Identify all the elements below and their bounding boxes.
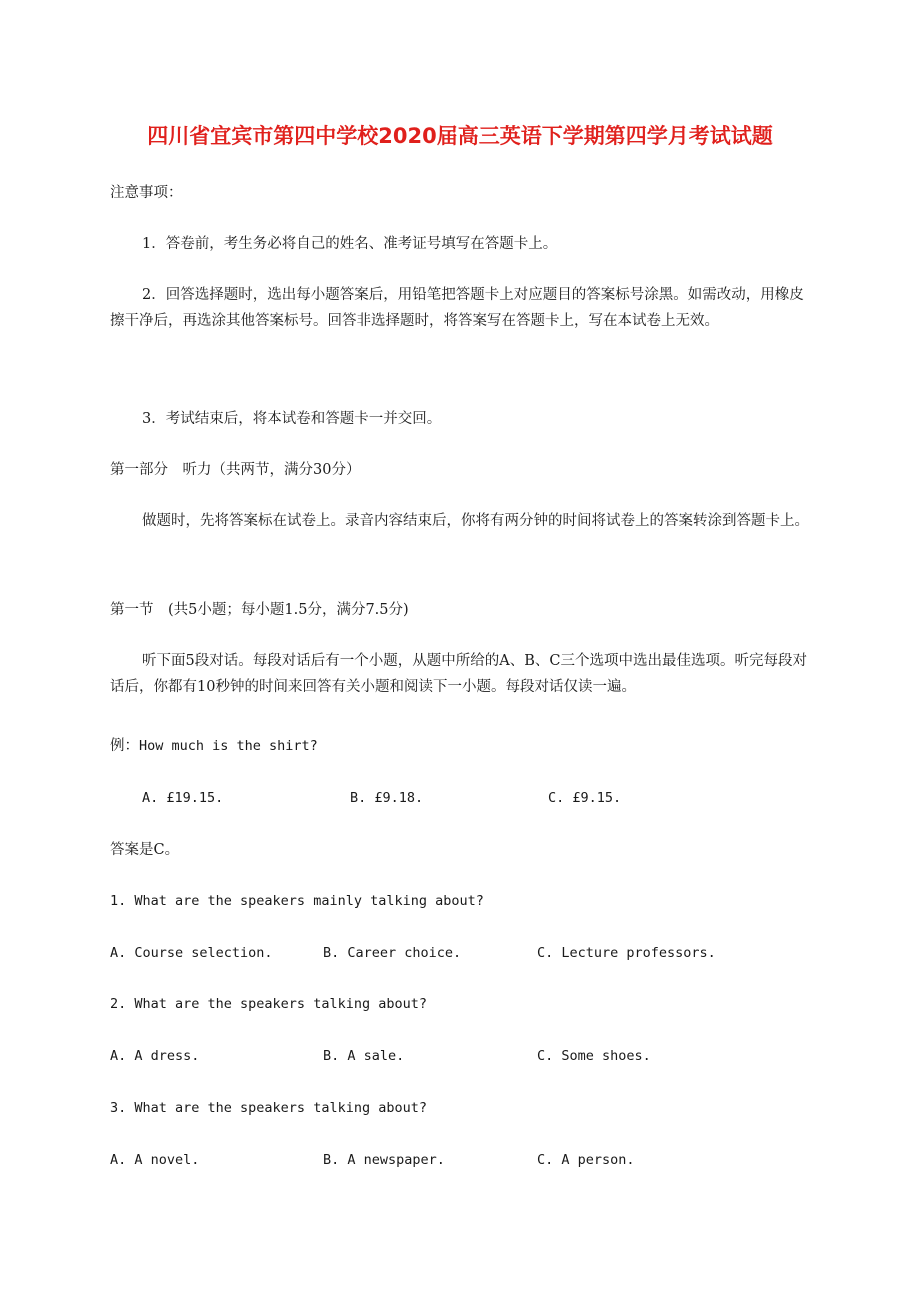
question-2-option-b: B. A sale. xyxy=(323,1048,405,1064)
question-2: 2. What are the speakers talking about? xyxy=(110,996,427,1012)
question-1: 1. What are the speakers mainly talking about? xyxy=(110,893,484,909)
question-2-option-c: C. Some shoes. xyxy=(537,1048,651,1064)
notice-item-3: 3．考试结束后，将本试卷和答题卡一并交回。 xyxy=(142,411,442,427)
example-question-text: How much is the shirt? xyxy=(139,738,318,754)
part1-heading: 第一部分 听力（共两节，满分30分） xyxy=(110,462,361,478)
question-1-option-b: B. Career choice. xyxy=(323,945,462,961)
example-option-c: C. £9.15. xyxy=(548,790,622,806)
question-3-option-b: B. A newspaper. xyxy=(323,1152,445,1168)
question-3-option-a: A. A novel. xyxy=(110,1152,200,1168)
example-question xyxy=(110,736,318,756)
question-1-option-a: A. Course selection. xyxy=(110,945,273,961)
example-answer: 答案是C。 xyxy=(110,842,180,858)
example-option-b: B. £9.18. xyxy=(350,790,424,806)
question-1-option-c: C. Lecture professors. xyxy=(537,945,716,961)
notice-item-1: 1．答卷前，考生务必将自己的姓名、准考证号填写在答题卡上。 xyxy=(142,236,558,252)
example-option-a: A. £19.15. xyxy=(142,790,224,806)
section1-instruction: 听下面5段对话。每段对话后有一个小题，从题中所给的A、B、C三个选项中选出最佳选项。听完每段对话后，你都有10秒钟的时间来回答有关小题和阅读下一小题。每段对话仅读一遍。 xyxy=(110,653,807,695)
notice-heading: 注意事项： xyxy=(110,185,183,201)
notice-item-2: 2．回答选择题时，选出每小题答案后，用铅笔把答题卡上对应题目的答案标号涂黑。如需改动，用橡皮擦干净后，再选涂其他答案标号。回答非选择题时，将答案写在答题卡上，写在本试卷上无效。 xyxy=(110,287,804,329)
page-title: 四川省宜宾市第四中学校2020届高三英语下学期第四学月考试试题 xyxy=(147,124,773,148)
question-2-option-a: A. A dress. xyxy=(110,1048,200,1064)
section1-heading: 第一节 (共5小题；每小题1.5分，满分7.5分) xyxy=(110,602,409,618)
question-3-option-c: C. A person. xyxy=(537,1152,635,1168)
question-3: 3. What are the speakers talking about? xyxy=(110,1100,427,1116)
example-prefix: 例： xyxy=(110,738,139,754)
part1-instruction: 做题时，先将答案标在试卷上。录音内容结束后，你将有两分钟的时间将试卷上的答案转涂到答题卡上。 xyxy=(142,513,809,529)
